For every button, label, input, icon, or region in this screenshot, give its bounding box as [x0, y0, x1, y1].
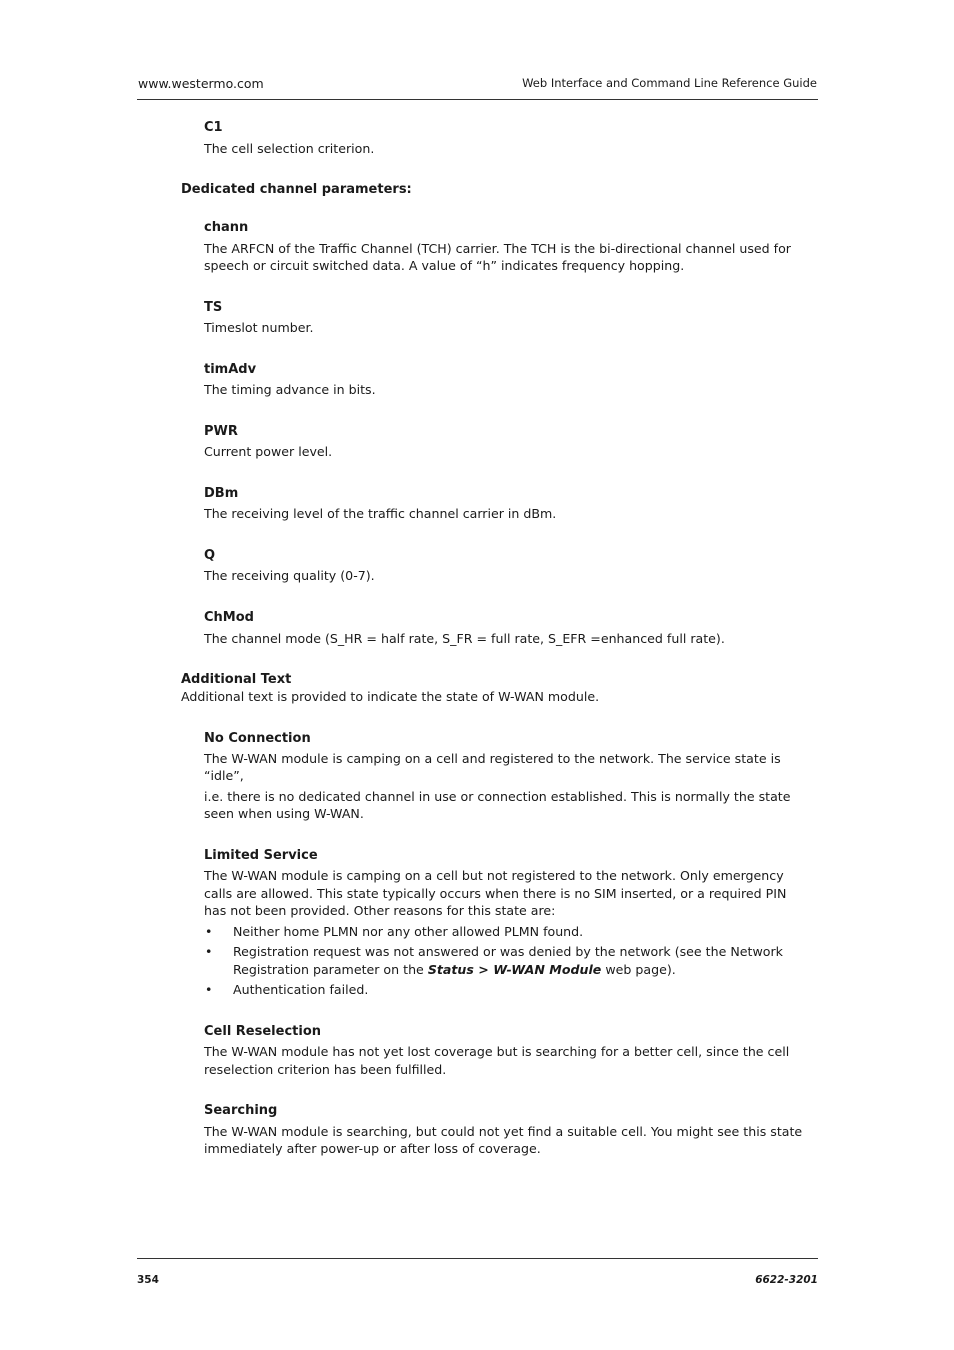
cell-reselection-text-1: The W-WAN module has not yet lost coverage but is searching for a better cell, since the cell [204, 1044, 790, 1059]
bullet-item-2-post: web page). [601, 962, 676, 977]
dedicated-heading: Dedicated channel parameters: [181, 182, 412, 197]
no-connection-text-3: i.e. there is no dedicated channel in use or connection established. This is normally the state [204, 789, 791, 804]
bullet-item-2-pre: Registration parameter on the [233, 962, 428, 977]
bullet-marker: • [205, 944, 213, 959]
q-text: The receiving quality (0-7). [204, 568, 375, 583]
limited-service-text-2: calls are allowed. This state typically occurs when there is no SIM inserted, or a required PIN [204, 886, 787, 901]
c1-heading: C1 [204, 120, 223, 135]
pwr-heading: PWR [204, 424, 238, 439]
bullet-item-2-line-1: Registration request was not answered or was denied by the network (see the Network [233, 944, 783, 959]
dbm-heading: DBm [204, 486, 239, 501]
chmod-heading: ChMod [204, 610, 254, 625]
searching-text-1: The W-WAN module is searching, but could not yet find a suitable cell. You might see this state [204, 1124, 803, 1139]
limited-service-heading: Limited Service [204, 848, 318, 863]
additional-heading: Additional Text [181, 672, 292, 687]
additional-text: Additional text is provided to indicate the state of W-WAN module. [181, 689, 600, 704]
bullet-marker: • [205, 982, 213, 997]
no-connection-text-1: The W-WAN module is camping on a cell and registered to the network. The service state is [204, 751, 781, 766]
timadv-text: The timing advance in bits. [204, 382, 376, 397]
chann-text-1: The ARFCN of the Traffic Channel (TCH) carrier. The TCH is the bi-directional channel used for [204, 241, 791, 256]
searching-heading: Searching [204, 1103, 278, 1118]
limited-service-text-1: The W-WAN module is camping on a cell but not registered to the network. Only emergency [204, 868, 784, 883]
ts-heading: TS [204, 300, 223, 315]
bullet-item-3: Authentication failed. [233, 982, 369, 997]
no-connection-text-2: “idle”, [204, 768, 244, 783]
c1-text: The cell selection criterion. [204, 141, 375, 156]
document-number: 6622-3201 [755, 1274, 818, 1286]
menu-path-reference: Status > W-WAN Module [427, 962, 602, 977]
cell-reselection-heading: Cell Reselection [204, 1024, 322, 1039]
timadv-heading: timAdv [204, 362, 257, 377]
no-connection-heading: No Connection [204, 731, 311, 746]
pwr-text: Current power level. [204, 444, 333, 459]
bullet-item-2-line-2 [233, 961, 676, 979]
q-heading: Q [204, 548, 216, 563]
chann-text-2: speech or circuit switched data. A value of “h” indicates frequency hopping. [204, 258, 685, 273]
footer-divider [137, 1258, 818, 1259]
header-guide-title: Web Interface and Command Line Reference Guide [522, 76, 817, 90]
ts-text: Timeslot number. [204, 320, 314, 335]
bullet-marker: • [205, 924, 213, 939]
header-divider [137, 99, 818, 100]
cell-reselection-text-2: reselection criterion has been fulfilled. [204, 1062, 447, 1077]
limited-service-text-3: has not been provided. Other reasons for this state are: [204, 903, 556, 918]
bullet-item-1: Neither home PLMN nor any other allowed PLMN found. [233, 924, 584, 939]
no-connection-text-4: seen when using W-WAN. [204, 806, 364, 821]
dbm-text: The receiving level of the traffic channel carrier in dBm. [204, 506, 557, 521]
searching-text-2: immediately after power-up or after loss of coverage. [204, 1141, 541, 1156]
chann-heading: chann [204, 220, 249, 235]
page-number: 354 [137, 1274, 159, 1286]
header-website: www.westermo.com [138, 76, 264, 91]
chmod-text: The channel mode (S_HR = half rate, S_FR = full rate, S_EFR =enhanced full rate). [204, 631, 725, 646]
